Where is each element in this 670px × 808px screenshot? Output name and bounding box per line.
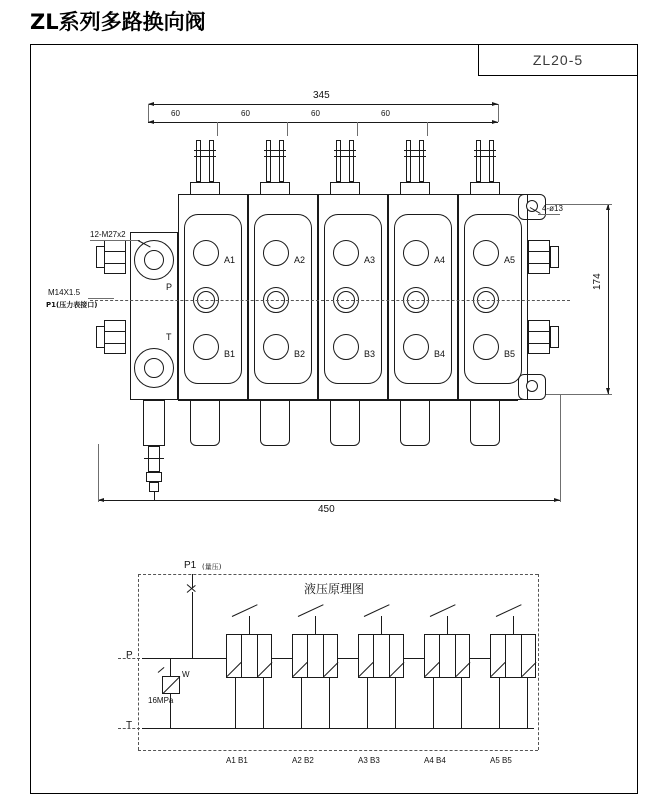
stem-tick (404, 150, 426, 151)
stem-tick (194, 150, 216, 151)
mount-hole-bottom (526, 380, 538, 392)
lever-stem (349, 140, 354, 182)
t-port-inner (144, 358, 164, 378)
dim-60-2: 60 (241, 109, 250, 118)
dcv-block (424, 634, 470, 678)
relief-pin (154, 492, 155, 500)
callout-leader (538, 214, 560, 215)
dcv-divider (323, 634, 324, 678)
dcv-lever (298, 604, 324, 617)
ext-line (217, 122, 218, 136)
flange-tick (528, 263, 550, 264)
right-flange-upper (528, 240, 550, 274)
dcv-divider (389, 634, 390, 678)
flange-tick (528, 343, 550, 344)
label-p: P (166, 282, 173, 292)
left-flange-upper (104, 240, 126, 274)
right-flange-stub (550, 326, 559, 348)
section-lower-body (330, 400, 360, 446)
label-a2: A2 (294, 255, 306, 265)
ext-line (498, 104, 499, 122)
dcv-lever-stem (315, 616, 316, 634)
lever-stem (406, 140, 411, 182)
ext-line (546, 204, 612, 205)
label-t: T (166, 332, 172, 342)
dcv-block (226, 634, 272, 678)
stem-tick (474, 150, 496, 151)
dim-450-line (98, 500, 560, 501)
dim-60-arrow (492, 120, 498, 124)
schematic-label-a4b4: A4 B4 (424, 756, 446, 765)
callout-thread: 12-M27x2 (90, 230, 126, 239)
stem-tick (474, 156, 496, 157)
stem-tick (404, 156, 426, 157)
dim-345-line (148, 104, 498, 105)
lever-stem (336, 140, 341, 182)
ext-line (427, 122, 428, 136)
port-a-circle (193, 240, 219, 266)
callout-leader (90, 240, 140, 241)
relief-branch (170, 658, 171, 676)
dcv-lever (430, 604, 456, 617)
t-line-lead (118, 728, 140, 729)
flange-tick (104, 251, 126, 252)
schematic-envelope-right (538, 574, 539, 750)
schematic-label-a1b1: A1 B1 (226, 756, 248, 765)
schematic-label-a5b5: A5 B5 (490, 756, 512, 765)
flange-tick (104, 343, 126, 344)
callout-leader (88, 298, 114, 299)
dcv-divider (505, 634, 506, 678)
flange-tick (528, 331, 550, 332)
port-a-circle (473, 240, 499, 266)
dcv-lever (496, 604, 522, 617)
dcv-lever-stem (513, 616, 514, 634)
label-b2: B2 (294, 349, 306, 359)
stem-tick (264, 150, 286, 151)
schematic-p1-note: (量压) (202, 563, 222, 571)
dim-450-text: 450 (318, 504, 335, 515)
dcv-divider (307, 634, 308, 678)
label-b4: B4 (434, 349, 446, 359)
p-line-lead (118, 658, 140, 659)
schematic-label-p: P (126, 650, 133, 661)
stem-tick (334, 150, 356, 151)
dim-60-3: 60 (311, 109, 320, 118)
section-lower-body (470, 400, 500, 446)
callout-gauge-note: P1(压力表接口) (46, 301, 98, 309)
label-a1: A1 (224, 255, 236, 265)
page-title: ZL系列多路换向阀 (30, 10, 206, 34)
flange-tick (104, 331, 126, 332)
dim-60-4: 60 (381, 109, 390, 118)
center-axis (90, 300, 570, 301)
left-flange-stub (96, 246, 105, 268)
dcv-lever (364, 604, 390, 617)
lever-stem (419, 140, 424, 182)
dcv-divider (455, 634, 456, 678)
right-flange-lower (528, 320, 550, 354)
stem-tick (194, 156, 216, 157)
port-b-circle (263, 334, 289, 360)
port-b-circle (403, 334, 429, 360)
relief-nut (146, 472, 162, 482)
dcv-divider (373, 634, 374, 678)
flange-tick (104, 263, 126, 264)
dim-345-text: 345 (313, 90, 330, 101)
schematic-caption: 液压原理图 (303, 582, 364, 596)
assembly-drawing (30, 44, 638, 544)
relief-tick (144, 458, 164, 459)
label-b5: B5 (504, 349, 516, 359)
dcv-port-a (461, 678, 462, 728)
ext-line (98, 444, 99, 502)
dcv-port-a (263, 678, 264, 728)
lever-stem (489, 140, 494, 182)
schematic-p1-label: P1 (184, 560, 197, 571)
dim-174-text: 174 (592, 273, 603, 290)
left-flange-lower (104, 320, 126, 354)
dcv-port-a (395, 678, 396, 728)
lever-stem (209, 140, 214, 182)
dcv-port-b (235, 678, 236, 728)
lever-stem (476, 140, 481, 182)
p1-line-down (192, 592, 193, 658)
port-a-circle (403, 240, 429, 266)
section-lower-body (260, 400, 290, 446)
relief-spring-tick (158, 667, 165, 673)
section-lower-body (190, 400, 220, 446)
dcv-port-b (367, 678, 368, 728)
dcv-lever (232, 604, 258, 617)
dcv-port-a (527, 678, 528, 728)
body-bottom-edge (178, 400, 518, 401)
lever-stem (279, 140, 284, 182)
flange-tick (528, 251, 550, 252)
schematic-envelope-left (138, 574, 139, 750)
dcv-block (358, 634, 404, 678)
port-b-circle (193, 334, 219, 360)
dcv-divider (241, 634, 242, 678)
dcv-block (490, 634, 536, 678)
callout-gauge-thread: M14X1.5 (48, 288, 81, 297)
dcv-port-b (433, 678, 434, 728)
dcv-lever-stem (381, 616, 382, 634)
stem-tick (334, 156, 356, 157)
label-a5: A5 (504, 255, 516, 265)
p-line (142, 658, 534, 659)
dcv-lever-stem (447, 616, 448, 634)
relief-valve-stem (148, 446, 160, 472)
ext-line (560, 394, 561, 502)
stem-tick (264, 156, 286, 157)
port-b-circle (333, 334, 359, 360)
label-a3: A3 (364, 255, 376, 265)
schematic-envelope-top (138, 574, 538, 575)
relief-setting: 16MPa (148, 696, 174, 705)
label-b3: B3 (364, 349, 376, 359)
lever-stem (196, 140, 201, 182)
dcv-divider (521, 634, 522, 678)
hydraulic-schematic (30, 560, 638, 775)
lever-stem (266, 140, 271, 182)
dcv-divider (257, 634, 258, 678)
t-line (142, 728, 534, 729)
schematic-envelope-bottom (138, 750, 538, 751)
model-badge-label: ZL20-5 (532, 52, 584, 68)
dcv-port-b (499, 678, 500, 728)
dim-60-arrow (148, 120, 154, 124)
section-lower-body (400, 400, 430, 446)
port-a-circle (333, 240, 359, 266)
dim-row-60 (148, 122, 498, 123)
schematic-label-t: T (126, 720, 133, 731)
ext-line (357, 122, 358, 136)
port-a-circle (263, 240, 289, 266)
dcv-port-b (301, 678, 302, 728)
ext-line (287, 122, 288, 136)
label-a4: A4 (434, 255, 446, 265)
dcv-lever-stem (249, 616, 250, 634)
dim-60-1: 60 (171, 109, 180, 118)
callout-mount-holes: 4-ø13 (542, 204, 563, 213)
ext-line (546, 394, 612, 395)
schematic-label-a2b2: A2 B2 (292, 756, 314, 765)
schematic-label-a3b3: A3 B3 (358, 756, 380, 765)
left-flange-stub (96, 326, 105, 348)
port-b-circle (473, 334, 499, 360)
p-port-inner (144, 250, 164, 270)
relief-cap (149, 482, 159, 492)
right-flange-stub (550, 246, 559, 268)
dim-174-line (608, 204, 609, 394)
relief-marker: W (182, 670, 190, 679)
dcv-port-a (329, 678, 330, 728)
relief-valve-body (143, 400, 165, 446)
dcv-block (292, 634, 338, 678)
label-b1: B1 (224, 349, 236, 359)
dcv-divider (439, 634, 440, 678)
